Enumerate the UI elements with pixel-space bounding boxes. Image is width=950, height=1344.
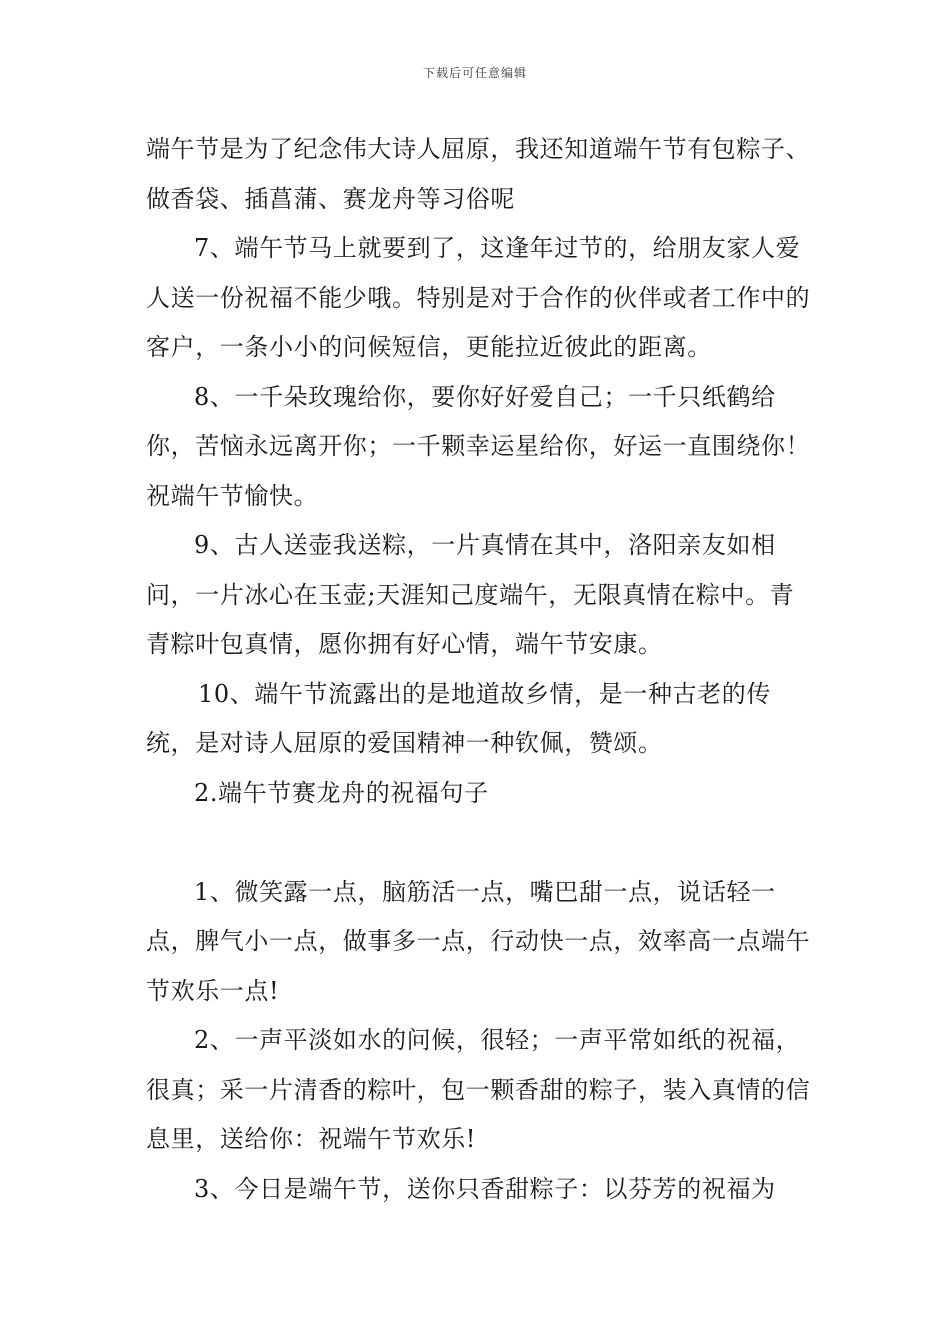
- paragraph-item-1: 1、微笑露一点，脑筋活一点，嘴巴甜一点，说话轻一点，脾气小一点，做事多一点，行动快一点，效率高一点端午节欢乐一点!: [146, 877, 811, 1005]
- document-body: [146, 125, 814, 1214]
- paragraph-item-3: 3、今日是端午节，送你只香甜粽子：以芬芳的祝福为: [194, 1174, 776, 1203]
- paragraph-item-2: 2、一声平淡如水的问候，很轻；一声平常如纸的祝福，很真；采一片清香的粽叶，包一颗香甜的粽子，装入真情的信息里，送给你：祝端午节欢乐!: [146, 1026, 811, 1153]
- paragraph-item-10: 10、端午节流露出的是地道故乡情，是一种古老的传统，是对诗人屈原的爱国精神一种钦佩，赞颂。: [146, 679, 771, 757]
- paragraph-item-7: 7、端午节马上就要到了，这逢年过节的，给朋友家人爱人送一份祝福不能少哦。特别是对于合作的伙伴或者工作中的客户，一条小小的问候短信，更能拉近彼此的距离。: [146, 234, 811, 361]
- blank-line: [146, 818, 814, 868]
- paragraph-item-8: 8、一千朵玫瑰给你，要你好好爱自己；一千只纸鹤给你，苦恼永远离开你；一千颗幸运星给你，好运一直围绕你！祝端午节愉快。: [146, 382, 811, 510]
- paragraph-item-9: 9、古人送壶我送粽，一片真情在其中，洛阳亲友如相问，一片冰心在玉壶;天涯知己度端午，无限真情在粽中。青青粽叶包真情，愿你拥有好心情，端午节安康。: [146, 531, 795, 658]
- section-heading: 2.端午节赛龙舟的祝福句子: [194, 778, 489, 807]
- header-note: 下载后可任意编辑: [422, 66, 527, 80]
- paragraph-intro: 端午节是为了纪念伟大诗人屈原，我还知道端午节有包粽子、做香袋、插菖蒲、赛龙舟等习俗呢: [146, 135, 811, 213]
